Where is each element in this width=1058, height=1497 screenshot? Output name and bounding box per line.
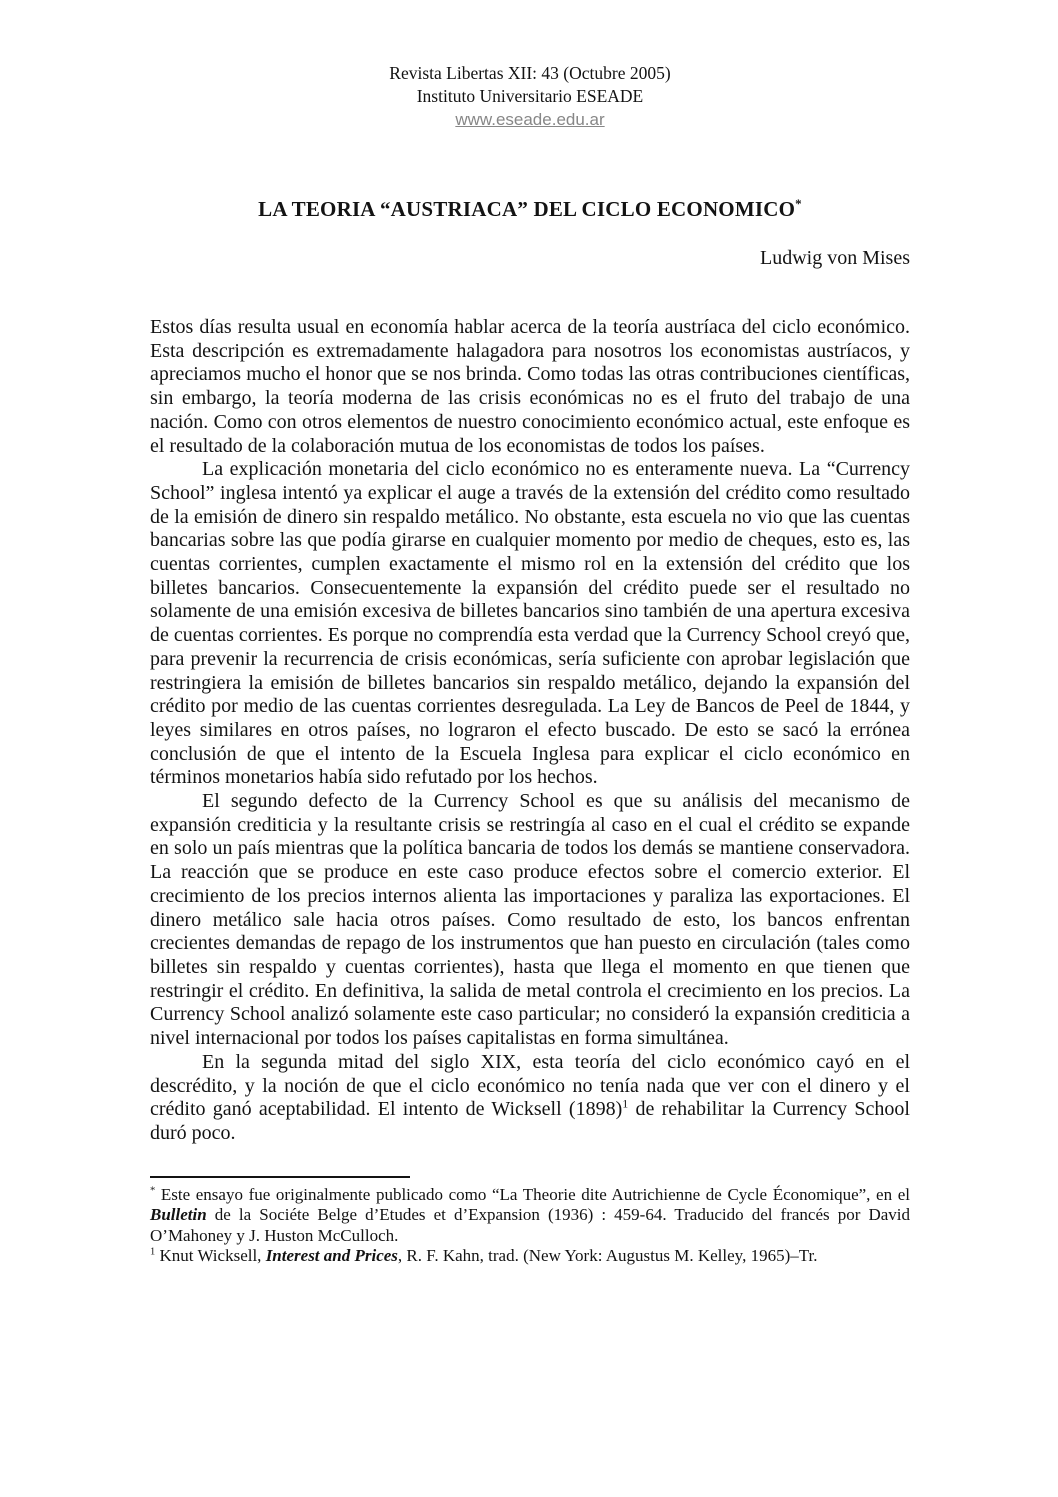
- footnote-1-italic: Interest and Prices: [265, 1246, 398, 1266]
- footnote-separator: [150, 1176, 410, 1178]
- footnote-1-marker: 1: [150, 1246, 156, 1258]
- article-title-text: LA TEORIA “AUSTRIACA” DEL CICLO ECONOMICO: [258, 197, 796, 221]
- journal-header: [150, 62, 910, 131]
- footnote-asterisk-italic: Bulletin: [150, 1205, 207, 1225]
- footnote-1-text-1: Knut Wicksell,: [155, 1246, 266, 1266]
- footnote-1-text-2: , R. F. Kahn, trad. (New York: Augustus M. Kelley, 1965)–Tr.: [397, 1246, 818, 1266]
- title-footnote-marker: *: [795, 196, 802, 211]
- paragraph-4-text-end: de rehabilitar la Currency School duró poco.: [150, 1098, 910, 1144]
- footnote-asterisk-text-1: Este ensayo fue originalmente publicado como “La Theorie dite Autrichienne de Cycle Économique”, en el: [155, 1184, 910, 1204]
- footnote-ref-1: 1: [622, 1096, 629, 1111]
- footnotes-section: [150, 1185, 910, 1267]
- paragraph-2: La explicación monetaria del ciclo económico no es enteramente nueva. La “Currency School” inglesa intentó ya explicar el auge a través de la extensión del crédito como resultado de la emisión de dinero sin respaldo metálico. No obstante, esta escuela no vio que las cuentas bancarias sobre las que podía girarse en cualquier momento por medio de cheques, esto es, las cuentas corrientes, cumplen exactamente el mismo rol en la extensión del crédito que los billetes bancarios. Consecuentemente la expansión del crédito puede ser el resultado no solamente de una emisión excesiva de billetes bancarios sino también de una apertura excesiva de cuentas corrientes. Es porque no comprendía esta verdad que la Currency School creyó que, para prevenir la recurrencia de crisis económicas, sería suficiente con aprobar legislación que restringiera la emisión de billetes bancarios sin respaldo metálico, dejando la expansión del crédito por medio de las cuentas corrientes desregulada. La Ley de Bancos de Peel de 1844, y leyes similares en otros países, no lograron el efecto buscado. De esto se sacó la errónea conclusión de que el intento de la Escuela Inglesa para explicar el ciclo económico en términos monetarios había sido refutado por los hechos.: [150, 458, 910, 789]
- footnote-asterisk-marker: *: [150, 1184, 156, 1196]
- paragraph-3: El segundo defecto de la Currency School es que su análisis del mecanismo de expansión crediticia y la resultante crisis se restringía al caso en el cual el crédito se expande en solo un país mientras que la política bancaria de todos los demás se mantiene conservadora. La reacción que se produce en este caso produce efectos sobre el comercio exterior. El crecimiento de los precios internos alienta las importaciones y paraliza las exportaciones. El dinero metálico sale hacia otros países. Como resultado de esto, los bancos enfrentan crecientes demandas de repago de los instrumentos que han puesto en circulación (tales como billetes sin respaldo y cuentas corrientes), hasta que llega el momento en que tienen que restringir el crédito. En definitiva, la salida de metal controla el crecimiento en los precios. La Currency School analizó solamente este caso particular; no consideró la expansión crediticia a nivel internacional por todos los países capitalistas en forma simultánea.: [150, 790, 910, 1050]
- journal-issue-line: Revista Libertas XII: 43 (Octubre 2005): [389, 63, 671, 83]
- website-link-row: [150, 108, 910, 131]
- article-title: [150, 197, 910, 222]
- footnote-asterisk: [150, 1185, 910, 1247]
- website-link[interactable]: www.eseade.edu.ar: [455, 110, 605, 129]
- article-body: [150, 316, 910, 1146]
- institute-name: Instituto Universitario ESEADE: [416, 86, 644, 106]
- paragraph-4: [150, 1051, 910, 1146]
- author-name: Ludwig von Mises: [760, 247, 910, 269]
- footnote-asterisk-text-2: de la Sociéte Belge d’Etudes et d’Expansion (1936) : 459-64. Traducido del francés por David O’Mahoney y J. Huston McCulloch.: [150, 1205, 910, 1245]
- paragraph-1: Estos días resulta usual en economía hablar acerca de la teoría austríaca del ciclo económico. Esta descripción es extremadamente halagadora para nosotros los economistas austríacos, y apreciamos mucho el honor que se nos brinda. Como todas las otras contribuciones científicas, sin embargo, la teoría moderna de las crisis económicas no es el fruto del trabajo de una nación. Como con otros elementos de nuestro conocimiento económico actual, este enfoque es el resultado de la colaboración mutua de los economistas de todos los países.: [150, 316, 910, 457]
- footnote-1: [150, 1246, 910, 1267]
- paragraph-4-text: En la segunda mitad del siglo XIX, esta teoría del ciclo económico cayó en el descrédito, y la noción de que el ciclo económico no tenía nada que ver con el dinero y el crédito ganó aceptabilidad. El intento de Wicksell (1898): [150, 1050, 910, 1121]
